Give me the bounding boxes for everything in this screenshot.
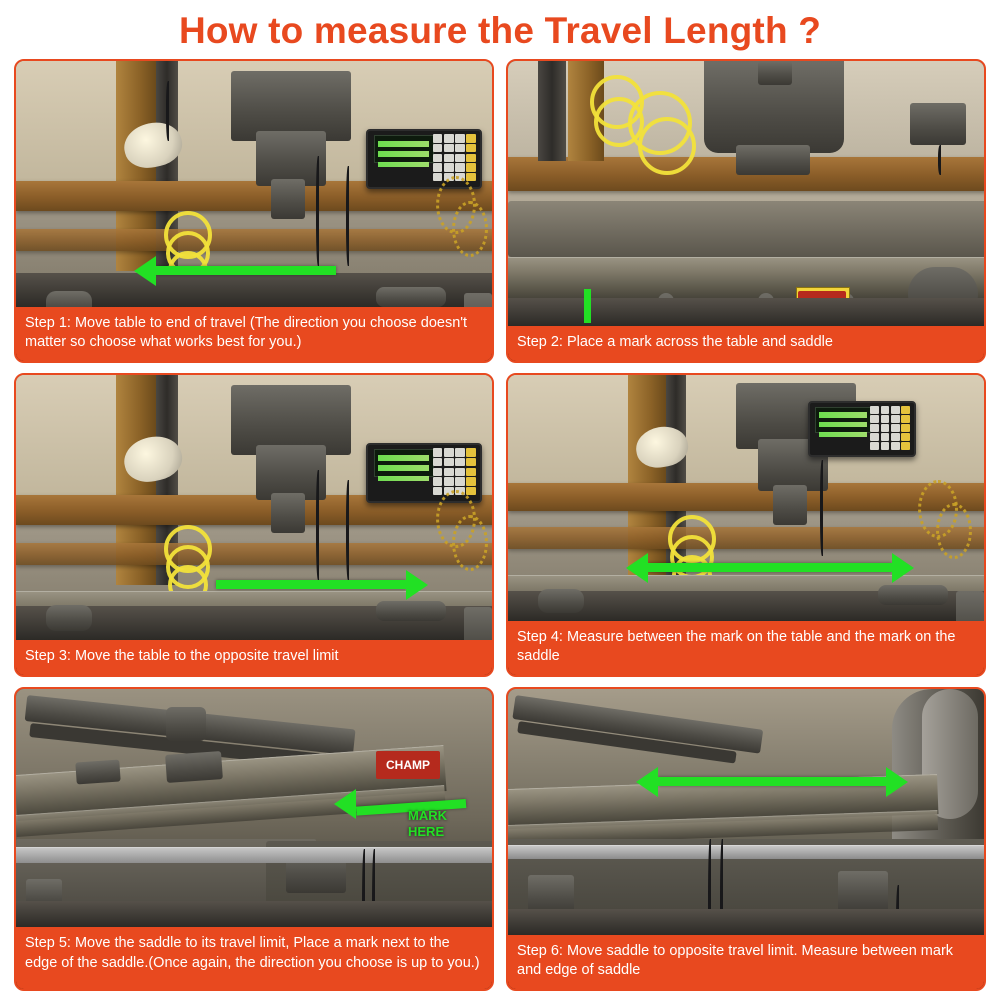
step-6-caption: Step 6: Move saddle to opposite travel limit. Measure between mark and edge of saddle	[508, 935, 984, 989]
step-2-photo	[508, 61, 984, 326]
step-card-4	[506, 373, 986, 677]
step-3-arrow	[216, 580, 406, 589]
step-card-6	[506, 687, 986, 991]
step-2-caption: Step 2: Place a mark across the table and saddle	[508, 326, 984, 361]
step-1-arrow-head	[134, 256, 156, 286]
step-4-photo	[508, 375, 984, 621]
step-6-arrow-head-left	[636, 767, 658, 797]
step-3-photo	[16, 375, 492, 640]
step-card-1	[14, 59, 494, 363]
step-3-caption: Step 3: Move the table to the opposite travel limit	[16, 640, 492, 675]
step-6-arrow-head-right	[886, 767, 908, 797]
steps-grid	[14, 59, 986, 991]
step-3-arrow-head	[406, 570, 428, 600]
step-5-mark-label-line2: HERE	[408, 824, 445, 839]
step-4-arrow-head-right	[892, 553, 914, 583]
page-title: How to measure the Travel Length ?	[178, 10, 822, 51]
step-5-mark-label-line1: MARK	[408, 808, 447, 823]
step-5-photo	[16, 689, 492, 927]
step-4-measure-arrow	[648, 563, 892, 572]
step-6-measure-arrow	[658, 777, 886, 786]
step-card-2	[506, 59, 986, 363]
step-6-photo	[508, 689, 984, 935]
step-4-caption: Step 4: Measure between the mark on the table and the mark on the saddle	[508, 621, 984, 675]
step-1-arrow	[156, 266, 336, 275]
step-2-mark	[584, 289, 591, 323]
step-5-arrow-head	[334, 789, 356, 819]
step-card-3	[14, 373, 494, 677]
step-card-5	[14, 687, 494, 991]
step-5-caption: Step 5: Move the saddle to its travel limit, Place a mark next to the edge of the saddle.(Once again, the direction you choose is up to you.)	[16, 927, 492, 989]
champ-sign: CHAMP	[376, 751, 440, 779]
step-1-photo	[16, 61, 492, 307]
step-1-caption: Step 1: Move table to end of travel (The direction you choose doesn't matter so choose what works best for you.)	[16, 307, 492, 361]
dro-display	[808, 401, 916, 457]
step-4-arrow-head-left	[626, 553, 648, 583]
